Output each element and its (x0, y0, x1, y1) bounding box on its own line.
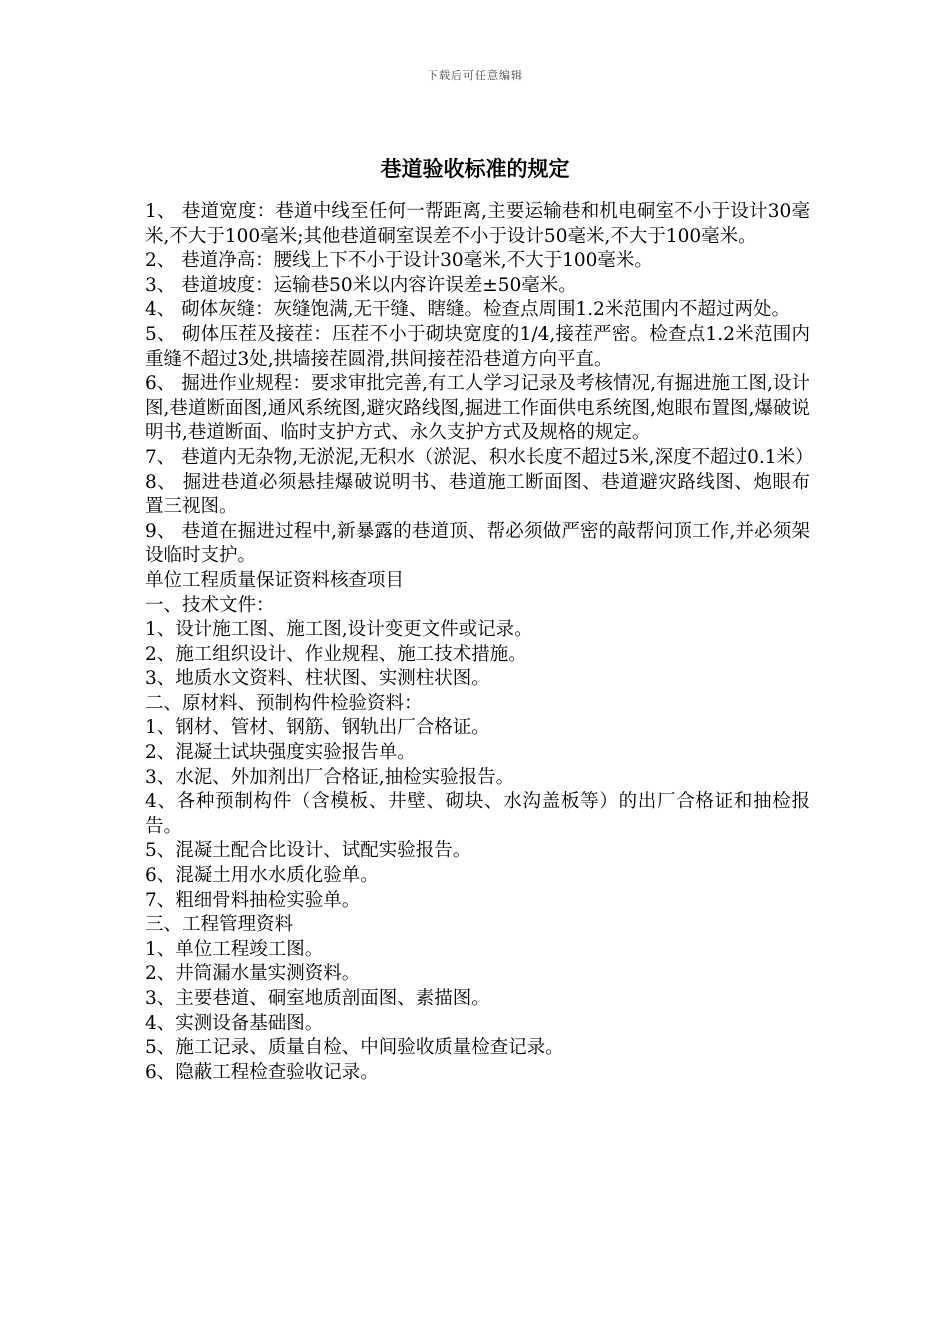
paragraph-item-9: 9、 巷道在掘进过程中,新暴露的巷道顶、帮必须做严密的敲帮问顶工作,并必须架设临时支护。 (145, 520, 810, 567)
list-item: 2、混凝土试块强度实验报告单。 (145, 742, 416, 764)
paragraph-item-3: 3、 巷道坡度：运输巷50米以内容许误差±50毫米。 (145, 274, 577, 296)
list-item: 2、井筒漏水量实测资料。 (145, 963, 361, 985)
paragraph-item-5: 5、 砌体压茬及接茬：压茬不小于砌块宽度的1/4,接茬严密。检查点1.2米范围内重缝不超过3处,拱墙接茬圆滑,拱间接茬沿巷道方向平直。 (145, 323, 810, 370)
paragraph-item-6: 6、 掘进作业规程：要求审批完善,有工人学习记录及考核情况,有掘进施工图,设计图,巷道断面图,通风系统图,避灾路线图,掘进工作面供电系统图,炮眼布置图,爆破说明书,巷道断面、临时支护方式、永久支护方式及规格的规定。 (145, 373, 810, 444)
section-heading-management: 三、工程管理资料 (145, 914, 294, 936)
document-title: 巷道验收标准的规定 (380, 157, 570, 181)
list-item: 7、粗细骨料抽检实验单。 (145, 889, 361, 911)
list-item: 6、混凝土用水水质化验单。 (145, 865, 379, 887)
section-heading-materials: 二、原材料、预制构件检验资料： (145, 692, 423, 714)
paragraph-item-1: 1、 巷道宽度：巷道中线至任何一帮距离,主要运输巷和机电硐室不小于设计30毫米,不大于100毫米;其他巷道硐室误差不小于设计50毫米,不大于100毫米。 (145, 201, 810, 247)
paragraph-item-8: 8、 掘进巷道必须悬挂爆破说明书、巷道施工断面图、巷道避灾路线图、炮眼布置三视图。 (145, 471, 810, 518)
list-item: 5、施工记录、质量自检、中间验收质量检查记录。 (145, 1037, 564, 1059)
paragraph-item-7: 7、 巷道内无杂物,无淤泥,无积水（淤泥、积水长度不超过5米,深度不超过0.1米） (145, 446, 814, 468)
document-body (145, 200, 814, 1085)
list-item: 3、水泥、外加剂出厂合格证,抽检实验报告。 (145, 766, 515, 788)
list-item: 1、设计施工图、施工图,设计变更文件或记录。 (145, 619, 533, 641)
page-header-note: 下载后可任意编辑 (427, 69, 523, 82)
list-item: 1、单位工程竣工图。 (145, 938, 324, 960)
section-heading-quality-items: 单位工程质量保证资料核查项目 (145, 569, 405, 591)
list-item: 2、施工组织设计、作业规程、施工技术措施。 (145, 643, 527, 665)
list-item: 5、混凝土配合比设计、试配实验报告。 (145, 840, 472, 862)
paragraph-item-4: 4、 砌体灰缝：灰缝饱满,无干缝、瞎缝。检查点周围1.2米范围内不超过两处。 (145, 299, 790, 321)
paragraph-item-2: 2、 巷道净高：腰线上下不小于设计30毫米,不大于100毫米。 (145, 250, 653, 272)
list-item: 1、钢材、管材、钢筋、钢轨出厂合格证。 (145, 717, 490, 739)
list-item: 3、主要巷道、硐室地质剖面图、素描图。 (145, 988, 490, 1009)
section-heading-technical-docs: 一、技术文件： (145, 594, 275, 616)
list-item: 4、各种预制构件（含模板、井壁、砌块、水沟盖板等）的出厂合格证和抽检报告。 (145, 791, 810, 837)
list-item: 6、隐蔽工程检查验收记录。 (145, 1061, 379, 1083)
list-item: 4、实测设备基础图。 (145, 1012, 324, 1034)
list-item: 3、地质水文资料、柱状图、实测柱状图。 (145, 668, 490, 690)
